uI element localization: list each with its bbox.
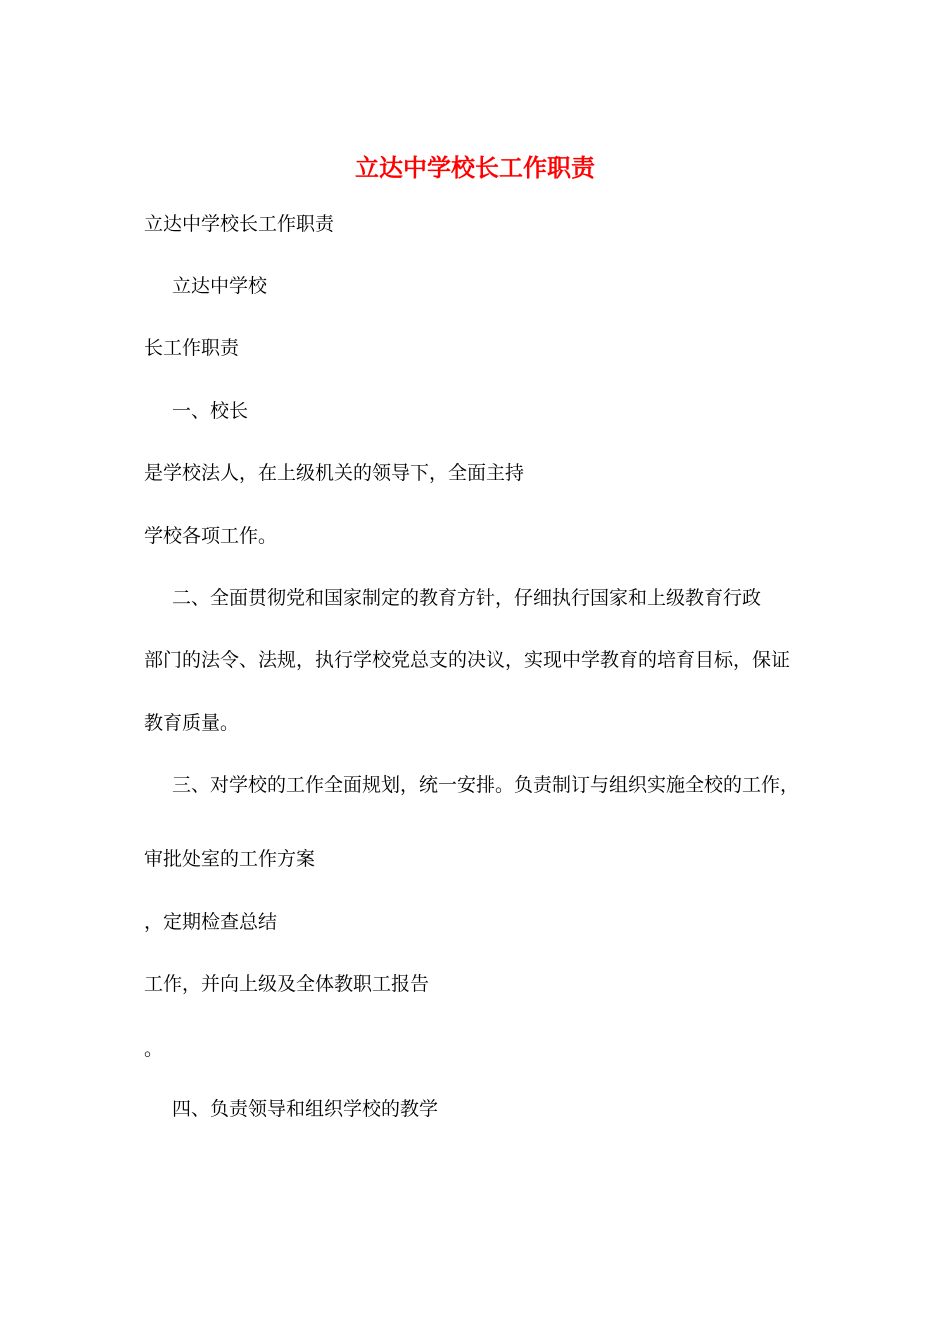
text-line: 是学校法人，在上级机关的领导下，全面主持: [144, 462, 525, 484]
text-line: 。: [144, 1038, 164, 1060]
text-line: 二、全面贯彻党和国家制定的教育方针，仔细执行国家和上级教育行政: [172, 587, 762, 609]
text-line: 一、校长: [172, 400, 249, 422]
text-line: 部门的法令、法规，执行学校党总支的决议，实现中学教育的培育目标，保证: [144, 649, 791, 671]
text-line: ，定期检查总结: [144, 911, 278, 933]
text-line: 学校各项工作。: [144, 525, 278, 547]
document-title: 立达中学校长工作职责: [355, 153, 595, 182]
text-line: 四、负责领导和组织学校的教学: [172, 1098, 439, 1120]
text-line: 教育质量。: [144, 712, 240, 734]
text-line: 审批处室的工作方案: [144, 848, 316, 870]
text-line: 长工作职责: [144, 337, 240, 359]
text-line: 工作，并向上级及全体教职工报告: [144, 973, 430, 995]
text-line: 三、对学校的工作全面规划，统一安排。负责制订与组织实施全校的工作，: [172, 774, 800, 796]
text-line: 立达中学校长工作职责: [144, 213, 335, 235]
text-line: 立达中学校: [172, 275, 268, 297]
